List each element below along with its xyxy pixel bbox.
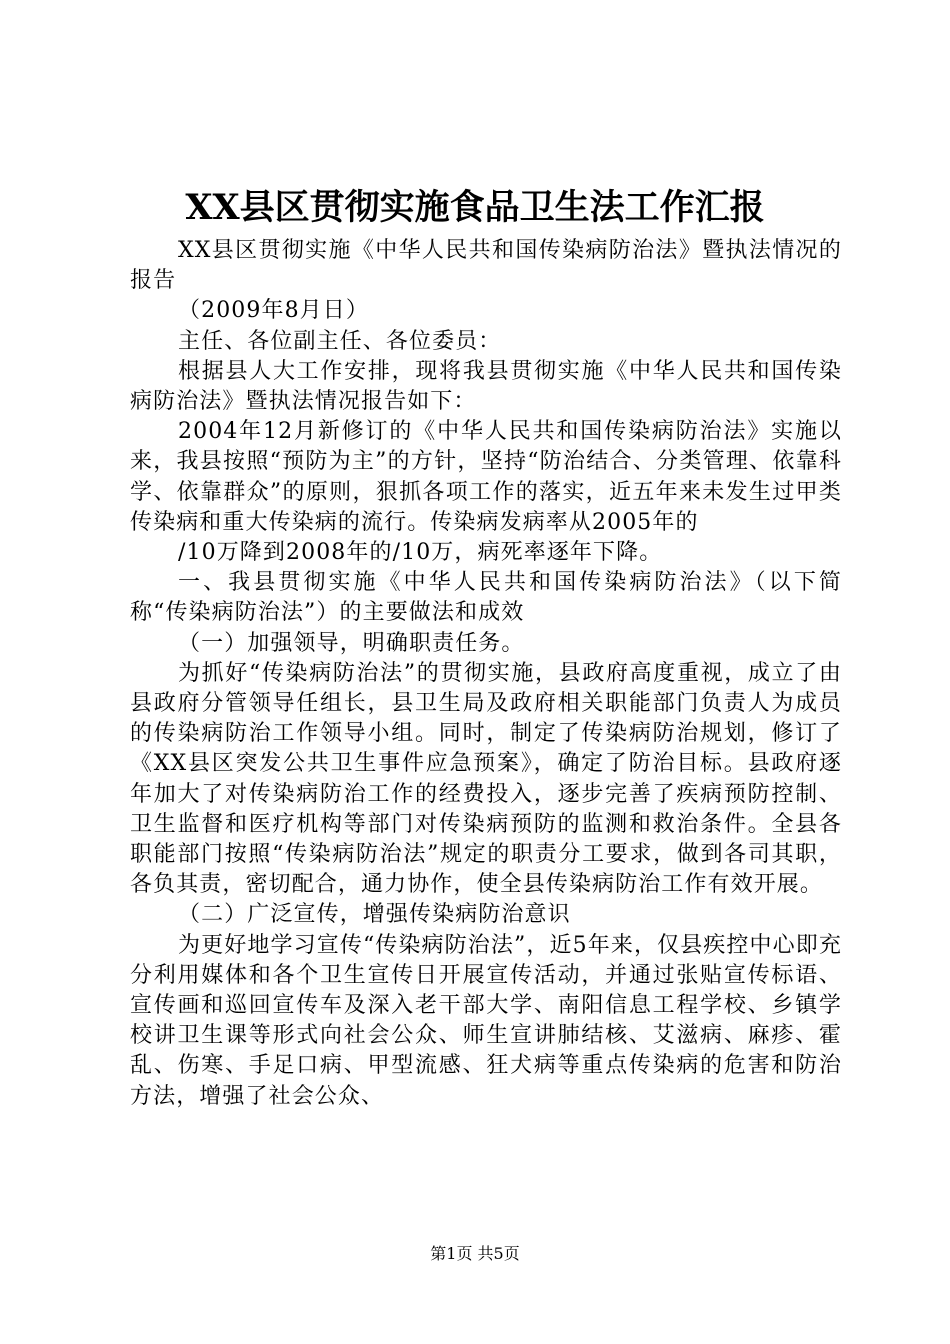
subsection-two-heading: （二）广泛宣传，增强传染病防治意识 xyxy=(178,902,571,928)
page-number-footer: 第1页 共5页 xyxy=(430,1244,520,1263)
subsection-one-heading: （一）加强领导，明确职责任务。 xyxy=(178,630,525,656)
document-title: XX县区贯彻实施食品卫生法工作汇报 xyxy=(185,187,765,228)
salutation-paragraph: 主任、各位副主任、各位委员： xyxy=(178,328,502,354)
intro-paragraph: 根据县人大工作安排，现将我县贯彻实施《中华人民共和国传染病防治法》暨执法情况报告如下： xyxy=(130,358,842,415)
report-heading-paragraph: XX县区贯彻实施《中华人民共和国传染病防治法》暨执法情况的报告 xyxy=(130,238,842,294)
background-paragraph: 2004年12月新修订的《中华人民共和国传染病防治法》实施以来，我县按照“预防为主”的方针，坚持“防治结合、分类管理、依靠科学、依靠群众”的原则，狠抓各项工作的落实，近五年来未发生过甲类传染病和重大传染病的流行。传染病发病率从2005年的 xyxy=(130,419,842,535)
report-date-paragraph: （2009年8月日） xyxy=(178,298,369,324)
document-body xyxy=(130,236,842,1112)
section-one-heading: 一、我县贯彻实施《中华人民共和国传染病防治法》（以下简称“传染病防治法”）的主要做法和成效 xyxy=(130,570,842,626)
incidence-paragraph: /10万降到2008年的/10万，病死率逐年下降。 xyxy=(178,540,663,566)
subsection-two-paragraph: 为更好地学习宣传“传染病防治法”，近5年来，仅县疾控中心即充分利用媒体和各个卫生宣传日开展宣传活动，并通过张贴宣传标语、宣传画和巡回宣传车及深入老干部大学、南阳信息工程学校、乡镇学校讲卫生课等形式向社会公众、师生宣讲肺结核、艾滋病、麻疹、霍乱、伤寒、手足口病、甲型流感、狂犬病等重点传染病的危害和防治方法，增强了社会公众、 xyxy=(130,932,842,1109)
subsection-one-paragraph: 为抓好“传染病防治法”的贯彻实施，县政府高度重视，成立了由县政府分管领导任组长，县卫生局及政府相关职能部门负责人为成员的传染病防治工作领导小组。同时，制定了传染病防治规划，修订了《XX县区突发公共卫生事件应急预案》，确定了防治目标。县政府逐年加大了对传染病防治工作的经费投入，逐步完善了疾病预防控制、卫生监督和医疗机构等部门对传染病预防的监测和救治条件。全县各职能部门按照“传染病防治法”规定的职责分工要求，做到各司其职，各负其责，密切配合，通力协作，使全县传染病防治工作有效开展。 xyxy=(130,660,842,898)
